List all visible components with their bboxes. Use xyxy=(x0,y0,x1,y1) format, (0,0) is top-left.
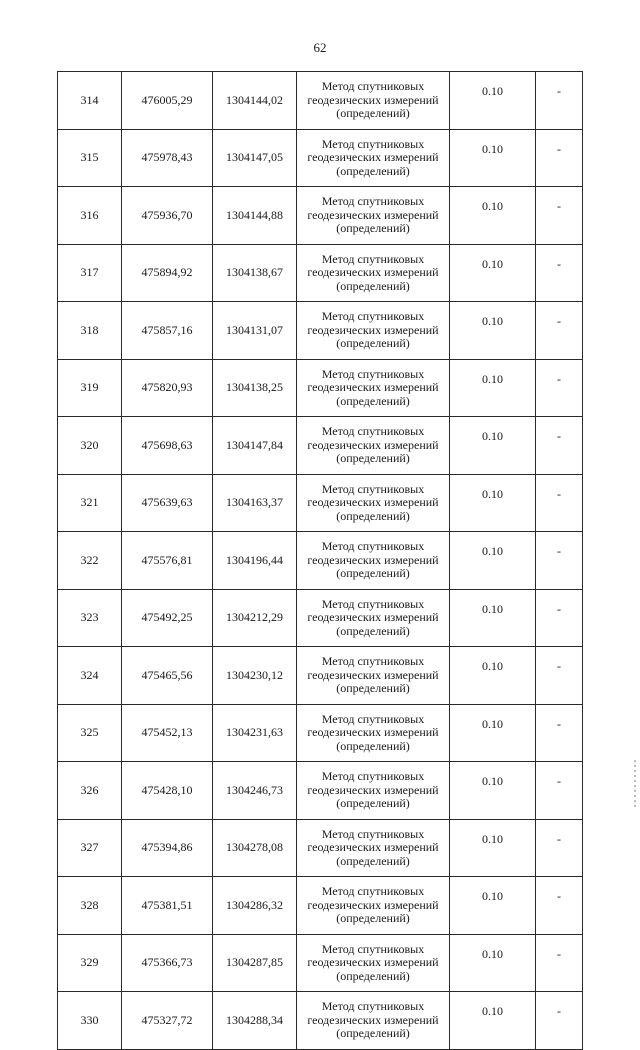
method-line: (определений) xyxy=(336,681,410,695)
method-line: Метод спутниковых xyxy=(321,366,425,381)
method-cell xyxy=(297,762,450,820)
y-coordinate-cell: 1304286,32 xyxy=(213,877,297,935)
accuracy-cell: 0.10 xyxy=(450,129,536,187)
accuracy-cell: 0.10 xyxy=(450,992,536,1050)
x-coordinate-cell: 475698,63 xyxy=(122,417,213,475)
accuracy-cell: 0.10 xyxy=(450,934,536,992)
method-cell xyxy=(297,187,450,245)
method-line: геодезических измерений xyxy=(307,725,439,739)
table-row xyxy=(58,129,583,187)
method-line: (определений) xyxy=(336,911,410,925)
method-cell xyxy=(297,302,450,360)
x-coordinate-cell: 475492,25 xyxy=(122,589,213,647)
method-cell xyxy=(297,129,450,187)
x-coordinate-cell: 475428,10 xyxy=(122,762,213,820)
extra-cell: - xyxy=(536,417,583,475)
x-coordinate-cell: 475452,13 xyxy=(122,704,213,762)
extra-cell: - xyxy=(536,302,583,360)
coordinates-table xyxy=(57,71,583,1050)
accuracy-cell: 0.10 xyxy=(450,589,536,647)
x-coordinate-cell: 475394,86 xyxy=(122,819,213,877)
table-row xyxy=(58,934,583,992)
accuracy-cell: 0.10 xyxy=(450,474,536,532)
point-number-cell: 317 xyxy=(58,244,122,302)
method-line: геодезических измерений xyxy=(307,782,439,797)
method-line: (определений) xyxy=(336,336,410,350)
method-line: геодезических измерений xyxy=(307,955,439,969)
method-line: (определений) xyxy=(336,796,410,810)
extra-cell: - xyxy=(536,819,583,877)
method-line: Метод спутниковых xyxy=(321,481,425,496)
accuracy-cell: 0.10 xyxy=(450,417,536,475)
y-coordinate-cell: 1304147,84 xyxy=(213,417,297,475)
accuracy-cell: 0.10 xyxy=(450,244,536,302)
extra-cell: - xyxy=(536,129,583,187)
table-row xyxy=(58,762,583,820)
y-coordinate-cell: 1304288,34 xyxy=(213,992,297,1050)
method-line: Метод спутниковых xyxy=(321,424,425,438)
method-line: Метод спутниковых xyxy=(321,711,425,726)
extra-cell: - xyxy=(536,474,583,532)
method-cell xyxy=(297,532,450,590)
y-coordinate-cell: 1304144,88 xyxy=(213,187,297,245)
accuracy-cell: 0.10 xyxy=(450,187,536,245)
x-coordinate-cell: 475576,81 xyxy=(122,532,213,590)
point-number-cell: 322 xyxy=(58,532,122,590)
point-number-cell: 325 xyxy=(58,704,122,762)
method-line: Метод спутниковых xyxy=(321,596,425,611)
coordinates-table-body xyxy=(58,72,583,1050)
table-row xyxy=(58,877,583,935)
method-line: Метод спутниковых xyxy=(321,941,425,956)
method-cell xyxy=(297,819,450,877)
method-line: геодезических измерений xyxy=(307,380,439,394)
accuracy-cell: 0.10 xyxy=(450,359,536,417)
scan-artifact xyxy=(634,760,636,810)
accuracy-cell: 0.10 xyxy=(450,819,536,877)
point-number-cell: 327 xyxy=(58,819,122,877)
method-line: (определений) xyxy=(336,738,410,753)
method-line: (определений) xyxy=(336,106,410,120)
y-coordinate-cell: 1304144,02 xyxy=(213,72,297,130)
y-coordinate-cell: 1304138,67 xyxy=(213,244,297,302)
extra-cell: - xyxy=(536,877,583,935)
table-row xyxy=(58,359,583,417)
y-coordinate-cell: 1304212,29 xyxy=(213,589,297,647)
method-line: геодезических измерений xyxy=(307,610,439,624)
y-coordinate-cell: 1304246,73 xyxy=(213,762,297,820)
page-number: 62 xyxy=(313,40,327,55)
point-number-cell: 324 xyxy=(58,647,122,705)
method-line: (определений) xyxy=(336,853,410,868)
method-line: геодезических измерений xyxy=(307,495,439,509)
method-line: (определений) xyxy=(336,451,410,465)
accuracy-cell: 0.10 xyxy=(450,762,536,820)
x-coordinate-cell: 475894,92 xyxy=(122,244,213,302)
x-coordinate-cell: 475639,63 xyxy=(122,474,213,532)
point-number-cell: 320 xyxy=(58,417,122,475)
method-line: геодезических измерений xyxy=(307,1012,439,1027)
point-number-cell: 319 xyxy=(58,359,122,417)
y-coordinate-cell: 1304163,37 xyxy=(213,474,297,532)
point-number-cell: 329 xyxy=(58,934,122,992)
x-coordinate-cell: 475366,73 xyxy=(122,934,213,992)
method-line: (определений) xyxy=(336,163,410,178)
table-row xyxy=(58,704,583,762)
y-coordinate-cell: 1304230,12 xyxy=(213,647,297,705)
table-row xyxy=(58,244,583,302)
x-coordinate-cell: 475978,43 xyxy=(122,129,213,187)
table-row xyxy=(58,302,583,360)
method-line: геодезических измерений xyxy=(307,322,439,337)
method-line: геодезических измерений xyxy=(307,265,439,279)
extra-cell: - xyxy=(536,589,583,647)
accuracy-cell: 0.10 xyxy=(450,877,536,935)
point-number-cell: 326 xyxy=(58,762,122,820)
extra-cell: - xyxy=(536,187,583,245)
table-row xyxy=(58,474,583,532)
point-number-cell: 316 xyxy=(58,187,122,245)
x-coordinate-cell: 475857,16 xyxy=(122,302,213,360)
method-cell xyxy=(297,647,450,705)
x-coordinate-cell: 475381,51 xyxy=(122,877,213,935)
table-row xyxy=(58,992,583,1050)
table-row xyxy=(58,187,583,245)
accuracy-cell: 0.10 xyxy=(450,647,536,705)
method-line: геодезических измерений xyxy=(307,437,439,452)
extra-cell: - xyxy=(536,359,583,417)
method-line: Метод спутниковых xyxy=(321,654,425,668)
method-line: геодезических измерений xyxy=(307,92,439,107)
method-line: геодезических измерений xyxy=(307,207,439,222)
y-coordinate-cell: 1304147,05 xyxy=(213,129,297,187)
method-line: Метод спутниковых xyxy=(321,884,425,898)
y-coordinate-cell: 1304131,07 xyxy=(213,302,297,360)
method-line: Метод спутниковых xyxy=(321,309,425,323)
accuracy-cell: 0.10 xyxy=(450,704,536,762)
x-coordinate-cell: 475327,72 xyxy=(122,992,213,1050)
y-coordinate-cell: 1304278,08 xyxy=(213,819,297,877)
table-row xyxy=(58,819,583,877)
extra-cell: - xyxy=(536,72,583,130)
extra-cell: - xyxy=(536,647,583,705)
table-row xyxy=(58,417,583,475)
method-cell xyxy=(297,244,450,302)
accuracy-cell: 0.10 xyxy=(450,532,536,590)
method-cell xyxy=(297,934,450,992)
x-coordinate-cell: 475465,56 xyxy=(122,647,213,705)
point-number-cell: 323 xyxy=(58,589,122,647)
method-cell xyxy=(297,72,450,130)
method-line: (определений) xyxy=(336,566,410,580)
extra-cell: - xyxy=(536,704,583,762)
point-number-cell: 328 xyxy=(58,877,122,935)
method-line: (определений) xyxy=(336,508,410,523)
method-line: (определений) xyxy=(336,221,410,235)
y-coordinate-cell: 1304231,63 xyxy=(213,704,297,762)
extra-cell: - xyxy=(536,934,583,992)
table-row xyxy=(58,647,583,705)
method-line: (определений) xyxy=(336,1026,410,1040)
point-number-cell: 315 xyxy=(58,129,122,187)
method-line: Метод спутниковых xyxy=(321,999,425,1013)
x-coordinate-cell: 475820,93 xyxy=(122,359,213,417)
table-row xyxy=(58,72,583,130)
method-line: Метод спутниковых xyxy=(321,769,425,783)
method-line: Метод спутниковых xyxy=(321,539,425,553)
method-line: Метод спутниковых xyxy=(321,136,425,151)
method-cell xyxy=(297,877,450,935)
extra-cell: - xyxy=(536,762,583,820)
method-line: Метод спутниковых xyxy=(321,251,425,266)
point-number-cell: 330 xyxy=(58,992,122,1050)
extra-cell: - xyxy=(536,992,583,1050)
method-line: геодезических измерений xyxy=(307,552,439,567)
y-coordinate-cell: 1304138,25 xyxy=(213,359,297,417)
point-number-cell: 314 xyxy=(58,72,122,130)
accuracy-cell: 0.10 xyxy=(450,302,536,360)
method-cell xyxy=(297,417,450,475)
extra-cell: - xyxy=(536,532,583,590)
method-line: (определений) xyxy=(336,968,410,983)
x-coordinate-cell: 475936,70 xyxy=(122,187,213,245)
method-line: Метод спутниковых xyxy=(321,826,425,841)
method-line: (определений) xyxy=(336,623,410,638)
extra-cell: - xyxy=(536,244,583,302)
method-line: геодезических измерений xyxy=(307,897,439,912)
y-coordinate-cell: 1304287,85 xyxy=(213,934,297,992)
point-number-cell: 321 xyxy=(58,474,122,532)
method-cell xyxy=(297,704,450,762)
method-line: геодезических измерений xyxy=(307,840,439,854)
accuracy-cell: 0.10 xyxy=(450,72,536,130)
method-line: (определений) xyxy=(336,393,410,408)
method-line: геодезических измерений xyxy=(307,150,439,164)
method-cell xyxy=(297,359,450,417)
table-row xyxy=(58,589,583,647)
method-line: геодезических измерений xyxy=(307,667,439,682)
table-row xyxy=(58,532,583,590)
method-line: (определений) xyxy=(336,278,410,293)
method-cell xyxy=(297,474,450,532)
method-cell xyxy=(297,992,450,1050)
method-line: Метод спутниковых xyxy=(321,79,425,93)
x-coordinate-cell: 476005,29 xyxy=(122,72,213,130)
method-line: Метод спутниковых xyxy=(321,194,425,208)
method-cell xyxy=(297,589,450,647)
y-coordinate-cell: 1304196,44 xyxy=(213,532,297,590)
point-number-cell: 318 xyxy=(58,302,122,360)
